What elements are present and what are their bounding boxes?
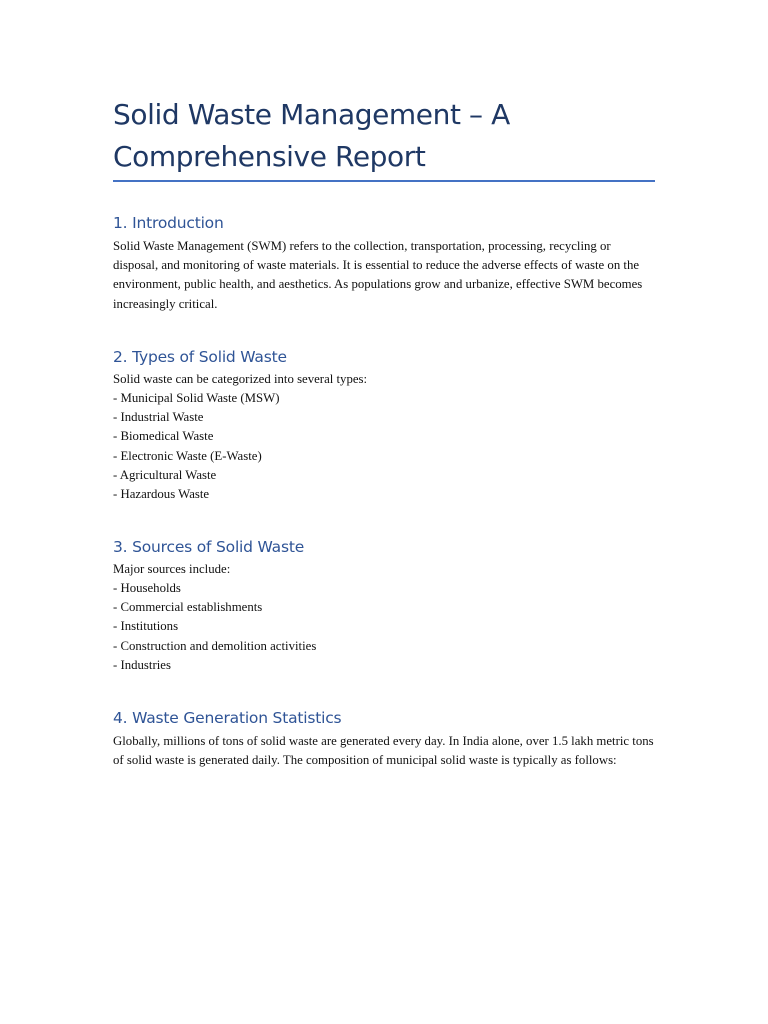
sources-list	[113, 579, 655, 675]
statistics-paragraph: Globally, millions of tons of solid waste are generated every day. In India alone, over 1.5 lakh metric tons of solid waste is generated daily. The composition of municipal solid waste is typically as follows:	[113, 734, 654, 768]
list-item: - Industrial Waste	[113, 408, 655, 427]
section-heading-statistics: 4. Waste Generation Statistics	[113, 709, 342, 727]
types-intro: Solid waste can be categorized into several types:	[113, 372, 368, 386]
list-item: - Commercial establishments	[113, 598, 655, 617]
title-underline	[113, 180, 655, 182]
section-heading-sources: 3. Sources of Solid Waste	[113, 538, 305, 556]
types-list	[113, 389, 655, 504]
sources-intro: Major sources include:	[113, 562, 231, 576]
list-item: - Industries	[113, 656, 655, 675]
document-title: Solid Waste Management – A Comprehensive Report	[113, 98, 510, 173]
list-item: - Electronic Waste (E-Waste)	[113, 447, 655, 466]
list-item: - Agricultural Waste	[113, 466, 655, 485]
list-item: - Municipal Solid Waste (MSW)	[113, 389, 655, 408]
list-item: - Biomedical Waste	[113, 427, 655, 446]
list-item: - Institutions	[113, 617, 655, 636]
list-item: - Households	[113, 579, 655, 598]
list-item: - Hazardous Waste	[113, 485, 655, 504]
list-item: - Construction and demolition activities	[113, 637, 655, 656]
introduction-paragraph: Solid Waste Management (SWM) refers to the collection, transportation, processing, recycling or disposal, and monitoring of waste materials. It is essential to reduce the adverse effects of waste on the environment, public health, and aesthetics. As populations grow and urbanize, effective SWM becomes increasingly critical.	[113, 239, 643, 311]
section-heading-introduction: 1. Introduction	[113, 214, 224, 232]
section-heading-types: 2. Types of Solid Waste	[113, 348, 287, 366]
